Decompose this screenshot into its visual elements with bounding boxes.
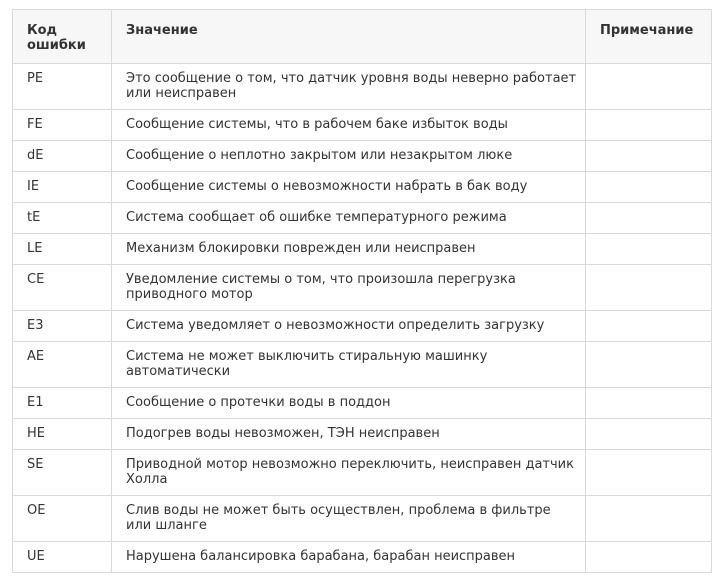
cell-code: E1: [13, 388, 112, 419]
cell-code: dE: [13, 141, 112, 172]
cell-code: tE: [13, 203, 112, 234]
cell-note: [586, 64, 712, 110]
table-row: [13, 64, 712, 110]
cell-code: HE: [13, 419, 112, 450]
table-header-row: [13, 10, 712, 64]
cell-meaning: Сообщение системы о невозможности набрать в бак воду: [112, 172, 586, 203]
table-row: [13, 311, 712, 342]
table-row: [13, 419, 712, 450]
table-row: [13, 265, 712, 311]
cell-note: [586, 419, 712, 450]
cell-note: [586, 450, 712, 496]
cell-code: LE: [13, 234, 112, 265]
table-row: [13, 110, 712, 141]
cell-code: OE: [13, 496, 112, 542]
cell-code: AE: [13, 342, 112, 388]
cell-meaning: Система не может выключить стиральную машинку автоматически: [112, 342, 586, 388]
cell-note: [586, 311, 712, 342]
cell-note: [586, 234, 712, 265]
cell-note: [586, 203, 712, 234]
cell-code: CE: [13, 265, 112, 311]
cell-meaning: Система уведомляет о невозможности определить загрузку: [112, 311, 586, 342]
cell-meaning: Это сообщение о том, что датчик уровня воды неверно работает или неисправен: [112, 64, 586, 110]
cell-code: UE: [13, 542, 112, 573]
cell-code: FE: [13, 110, 112, 141]
cell-code: IE: [13, 172, 112, 203]
cell-meaning: Сообщение о неплотно закрытом или незакрытом люке: [112, 141, 586, 172]
header-meaning: Значение: [112, 10, 586, 64]
cell-meaning: Сообщение системы, что в рабочем баке избыток воды: [112, 110, 586, 141]
error-codes-table-container: [12, 9, 711, 573]
cell-code: E3: [13, 311, 112, 342]
table-row: [13, 172, 712, 203]
header-note: Примечание: [586, 10, 712, 64]
cell-code: PE: [13, 64, 112, 110]
cell-note: [586, 542, 712, 573]
cell-note: [586, 342, 712, 388]
cell-code: SE: [13, 450, 112, 496]
cell-note: [586, 172, 712, 203]
table-row: [13, 141, 712, 172]
cell-meaning: Система сообщает об ошибке температурного режима: [112, 203, 586, 234]
cell-note: [586, 110, 712, 141]
cell-meaning: Уведомление системы о том, что произошла перегрузка приводного мотор: [112, 265, 586, 311]
cell-note: [586, 388, 712, 419]
table-row: [13, 234, 712, 265]
cell-note: [586, 265, 712, 311]
cell-note: [586, 141, 712, 172]
header-code: Код ошибки: [13, 10, 112, 64]
table-row: [13, 450, 712, 496]
cell-meaning: Подогрев воды невозможен, ТЭН неисправен: [112, 419, 586, 450]
cell-meaning: Механизм блокировки поврежден или неисправен: [112, 234, 586, 265]
table-row: [13, 542, 712, 573]
table-row: [13, 203, 712, 234]
cell-meaning: Приводной мотор невозможно переключить, неисправен датчик Холла: [112, 450, 586, 496]
cell-meaning: Сообщение о протечки воды в поддон: [112, 388, 586, 419]
table-row: [13, 342, 712, 388]
cell-meaning: Слив воды не может быть осуществлен, проблема в фильтре или шланге: [112, 496, 586, 542]
cell-meaning: Нарушена балансировка барабана, барабан неисправен: [112, 542, 586, 573]
cell-note: [586, 496, 712, 542]
table-row: [13, 496, 712, 542]
error-codes-table: [12, 9, 712, 573]
table-row: [13, 388, 712, 419]
